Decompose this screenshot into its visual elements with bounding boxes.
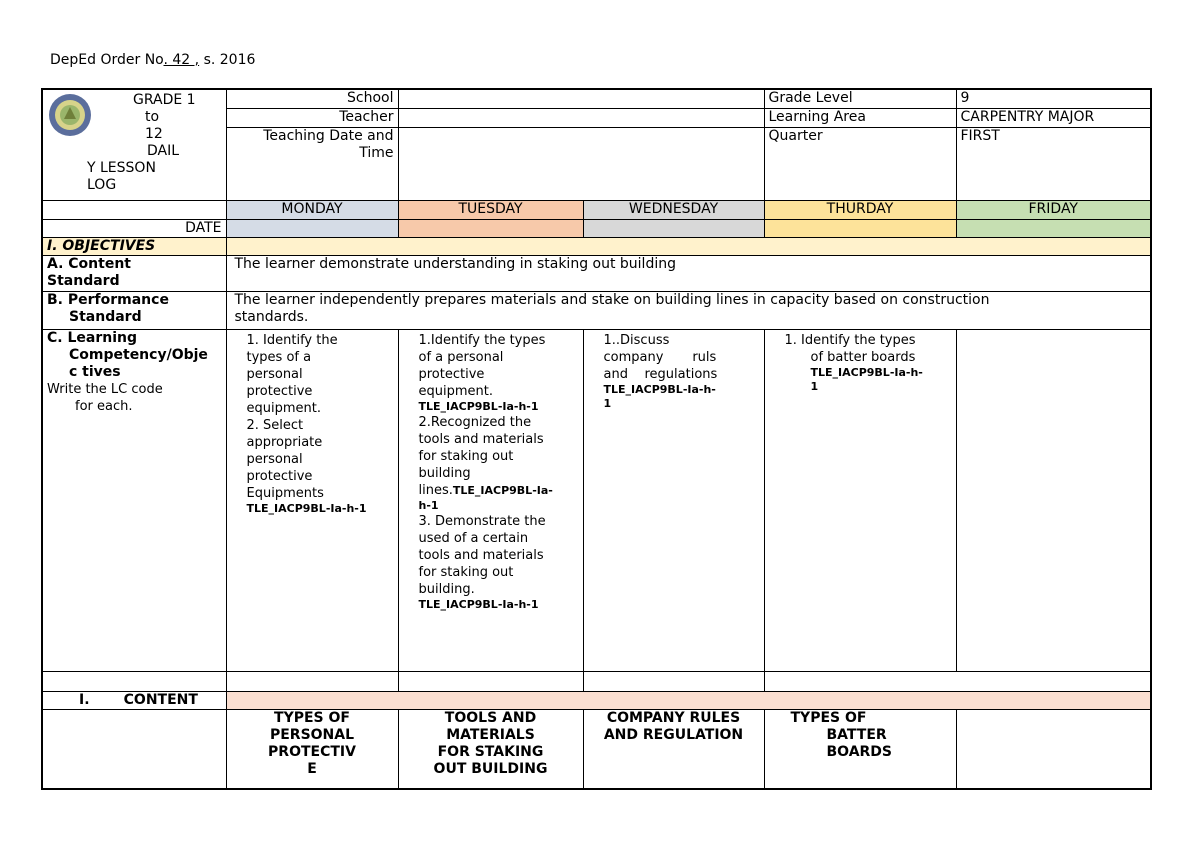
performance-standard-label-line2: Standard (69, 308, 142, 325)
competency-text-line: 1..Discuss (603, 332, 670, 348)
competency-text-fragment: lines. (418, 482, 453, 498)
lc-code: h-1 (418, 498, 439, 512)
order-number: . 42 , (163, 52, 200, 68)
competency-text-line: and regulations (603, 366, 718, 382)
order-suffix: s. 2016 (199, 52, 256, 68)
competency-label-line: C. Learning (47, 329, 137, 346)
content-label-blank (42, 709, 226, 789)
topic-line: MATERIALS (446, 726, 535, 743)
lc-code: TLE_IACP9BL-Ia-h-1 (246, 501, 367, 515)
grade-level-label: Grade Level (764, 89, 956, 108)
competency-text-line: types of a (246, 349, 312, 365)
learning-area-label: Learning Area (764, 108, 956, 127)
competency-text-line: for staking out (418, 564, 514, 580)
content-standard-label-line1: A. Content (47, 255, 131, 272)
lc-code: 1 (810, 379, 819, 393)
teaching-date-label-line1: Teaching Date and (263, 127, 394, 144)
order-prefix: DepEd Order No (50, 52, 164, 68)
lc-code: 1 (603, 396, 612, 410)
lc-code: TLE_IACP9BL-Ia- (452, 483, 553, 497)
competency-text-line: 2. Select (246, 417, 304, 433)
content-monday (226, 709, 398, 789)
content-standard-label (42, 255, 226, 291)
competency-text-line: protective (246, 383, 313, 399)
competency-text-line: personal (246, 366, 303, 382)
quarter-label: Quarter (764, 127, 956, 200)
learning-area-value: CARPENTRY MAJOR (956, 108, 1151, 127)
date-tuesday (398, 219, 583, 237)
teaching-date-label-line2: Time (359, 144, 394, 161)
competency-label-line: c tives (69, 363, 121, 380)
topic-line: OUT BUILDING (433, 760, 548, 777)
header-logo-cell (42, 89, 226, 200)
competency-label-line: Competency/Obje (69, 346, 208, 363)
spacer-cell (764, 671, 1151, 691)
quarter-value: FIRST (956, 127, 1151, 200)
date-wednesday (583, 219, 764, 237)
competency-text-line: 3. Demonstrate the (418, 513, 546, 529)
school-label: School (226, 89, 398, 108)
lc-code: TLE_IACP9BL-Ia-h- (603, 382, 716, 396)
competency-label (42, 329, 226, 671)
lesson-log-title (73, 92, 253, 194)
lc-code: TLE_IACP9BL-Ia-h-1 (418, 399, 539, 413)
competency-text-line: tools and materials (418, 547, 544, 563)
performance-standard-text-line1: The learner independently prepares materials and stake on building lines in capacity based on construction (234, 291, 990, 308)
content-band (226, 691, 1151, 709)
title-line: Y LESSON (87, 160, 156, 176)
date-monday (226, 219, 398, 237)
day-monday: MONDAY (226, 200, 398, 219)
competency-monday (226, 329, 398, 671)
title-line: DAIL (147, 143, 180, 159)
competency-text-line: 2.Recognized the (418, 414, 532, 430)
performance-standard-label-line1: B. Performance (47, 291, 169, 308)
content-thursday (764, 709, 956, 789)
competency-text-line: Equipments (246, 485, 324, 501)
title-line: to (145, 109, 160, 125)
date-thursday (764, 219, 956, 237)
competency-wednesday (583, 329, 764, 671)
date-friday (956, 219, 1151, 237)
content-tuesday (398, 709, 583, 789)
content-heading: I. CONTENT (42, 691, 226, 709)
competency-text-line: used of a certain (418, 530, 529, 546)
topic-line: BOARDS (826, 743, 893, 760)
deped-order-line (50, 52, 255, 68)
competency-thursday (764, 329, 956, 671)
topic-line: BATTER (826, 726, 887, 743)
competency-text-line: of a personal (418, 349, 504, 365)
topic-line: COMPANY RULES (606, 709, 741, 726)
day-wednesday: WEDNESDAY (583, 200, 764, 219)
school-value (398, 89, 764, 108)
performance-standard-text-line2: standards. (234, 308, 309, 325)
topic-line: TYPES OF (274, 709, 350, 726)
competency-text-line: company ruls (603, 349, 717, 365)
spacer-cell (42, 671, 226, 691)
competency-text-line: 1. Identify the (246, 332, 338, 348)
topic-line: TYPES OF (790, 709, 867, 726)
competency-instruction: Write the LC code (47, 381, 163, 397)
content-friday (956, 709, 1151, 789)
day-tuesday: TUESDAY (398, 200, 583, 219)
objectives-band (226, 237, 1151, 255)
objectives-heading: I. OBJECTIVES (42, 237, 226, 255)
content-wednesday (583, 709, 764, 789)
competency-text-line: for staking out (418, 448, 514, 464)
competency-text-line: of batter boards (810, 349, 916, 365)
lc-code: TLE_IACP9BL-Ia-h- (810, 365, 923, 379)
competency-instruction: for each. (75, 398, 133, 414)
day-friday: FRIDAY (956, 200, 1151, 219)
day-thursday: THURDAY (764, 200, 956, 219)
performance-standard-label (42, 291, 226, 329)
daily-lesson-log-table (41, 88, 1152, 790)
competency-text-line: 1.Identify the types (418, 332, 546, 348)
spacer-cell (226, 671, 398, 691)
spacer-cell (583, 671, 764, 691)
teacher-label: Teacher (226, 108, 398, 127)
topic-line: FOR STAKING (437, 743, 544, 760)
competency-text-line: tools and materials (418, 431, 544, 447)
day-header-blank (42, 200, 226, 219)
competency-text-line: equipment. (246, 400, 321, 416)
competency-text-line: protective (418, 366, 485, 382)
topic-line: TOOLS AND (444, 709, 537, 726)
competency-text-line (419, 482, 579, 499)
topic-line: E (307, 760, 317, 777)
spacer-cell (398, 671, 583, 691)
competency-tuesday (398, 329, 583, 671)
content-standard-text: The learner demonstrate understanding in staking out building (226, 255, 1151, 291)
title-line: LOG (87, 177, 117, 193)
title-line: 12 (145, 126, 163, 142)
competency-text-line: building (418, 465, 471, 481)
performance-standard-text (226, 291, 1151, 329)
competency-text-line: equipment. (418, 383, 493, 399)
topic-line: AND REGULATION (603, 726, 744, 743)
competency-text-line: protective (246, 468, 313, 484)
teaching-date-value (398, 127, 764, 200)
topic-line: PERSONAL (269, 726, 355, 743)
grade-level-value: 9 (956, 89, 1151, 108)
competency-text-line: personal (246, 451, 303, 467)
title-line: GRADE 1 (133, 92, 196, 108)
teacher-value (398, 108, 764, 127)
content-standard-label-line2: Standard (47, 272, 120, 289)
topic-line: PROTECTIV (268, 743, 356, 760)
competency-text-line: 1. Identify the types (784, 332, 916, 348)
competency-text-line: appropriate (246, 434, 323, 450)
date-label: DATE (42, 219, 226, 237)
competency-text-line: building. (418, 581, 475, 597)
lc-code: TLE_IACP9BL-Ia-h-1 (418, 597, 539, 611)
competency-friday (956, 329, 1151, 671)
